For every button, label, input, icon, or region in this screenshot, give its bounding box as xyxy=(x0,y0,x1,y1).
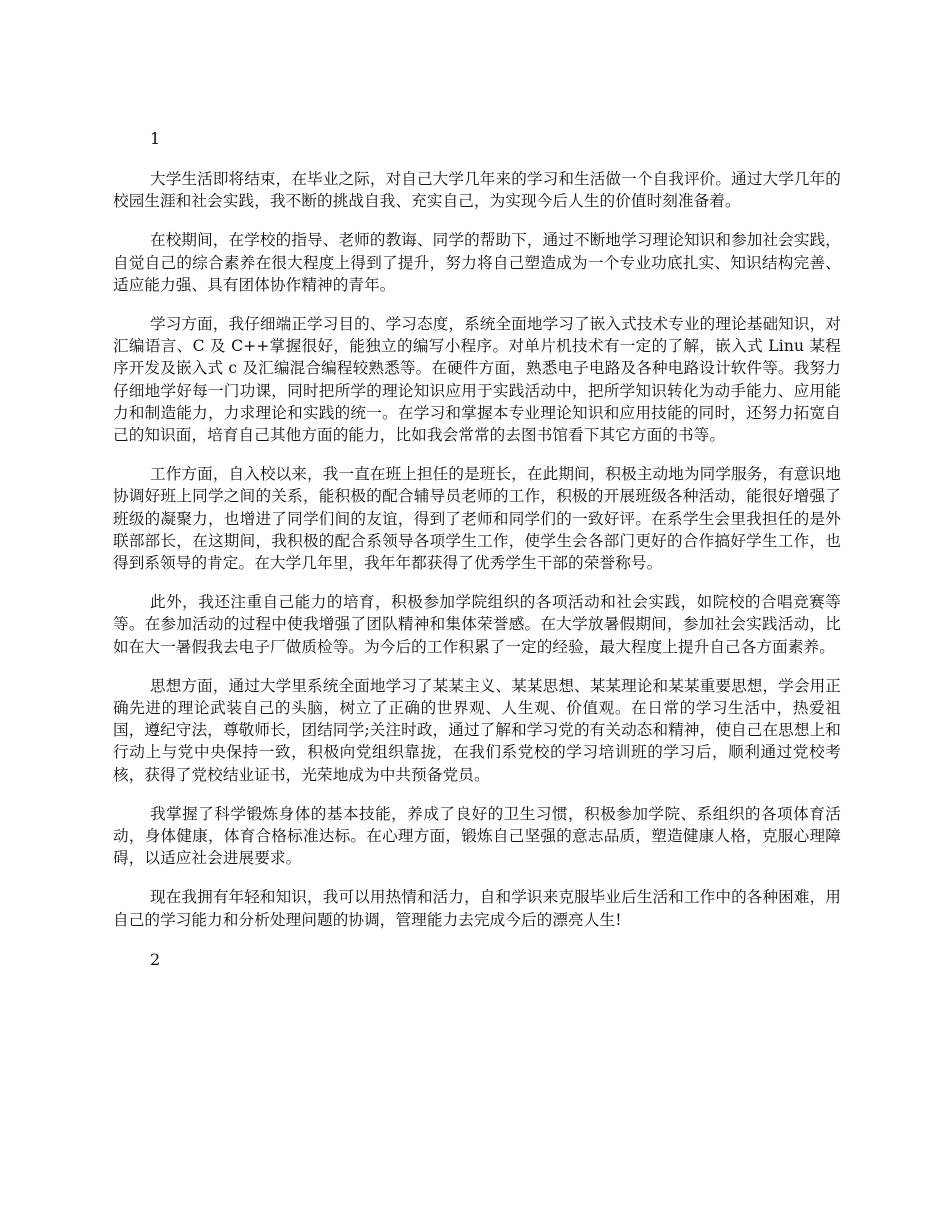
paragraph-school-period: 在校期间，在学校的指导、老师的教诲、同学的帮助下，通过不断地学习理论知识和参加社会实践，自觉自己的综合素养在很大程度上得到了提升，努力将自己塑造成为一个专业功底扎实、知识结构完善、适应能力强、具有团体协作精神的青年。 xyxy=(113,231,841,294)
paragraph-health: 我掌握了科学锻炼身体的基本技能，养成了良好的卫生习惯，积极参加学院、系组织的各项体育活动，身体健康，体育合格标准达标。在心理方面，锻炼自己坚强的意志品质，塑造健康人格，克服心理障碍，以适应社会进展要求。 xyxy=(113,804,841,868)
paragraph-intro: 大学生活即将结束，在毕业之际，对自己大学几年来的学习和生活做一个自我评价。通过大学几年的校园生涯和社会实践，我不断的挑战自我、充实自己，为实现今后人生的价值时刻准备着。 xyxy=(113,170,841,211)
paragraph-activities: 此外，我还注重自己能力的培育，积极参加学院组织的各项活动和社会实践，如院校的合唱竞赛等等。在参加活动的过程中使我增强了团队精神和集体荣誉感。在大学放暑假期间，参加社会实践活动，比如在大一暑假我去电子厂做质检等。为今后的工作积累了一定的经验，最大程度上提升自己各方面素养。 xyxy=(113,593,841,656)
paragraph-work: 工作方面，自入校以来，我一直在班上担任的是班长，在此期间，积极主动地为同学服务，有意识地协调好班上同学之间的关系，能积极的配合辅导员老师的工作，积极的开展班级各种活动，能很好增强了班级的凝聚力，也增进了同学们间的友谊，得到了老师和同学们的一致好评。在系学生会里我担任的是外联部部长，在这期间，我积极的配合系领导各项学生工作，使学生会各部门更好的合作搞好学生工作，也得到系领导的肯定。在大学几年里，我年年都获得了优秀学生干部的荣誉称号。 xyxy=(113,465,841,573)
page-number-bottom: 2 xyxy=(150,949,161,969)
paragraph-conclusion: 现在我拥有年轻和知识，我可以用热情和活力，自和学识来克服毕业后生活和工作中的各种困难，用自己的学习能力和分析处理问题的协调，管理能力去完成今后的漂亮人生! xyxy=(113,888,841,929)
document-page xyxy=(113,128,841,989)
paragraph-study: 学习方面，我仔细端正学习目的、学习态度，系统全面地学习了嵌入式技术专业的理论基础知识，对汇编语言、C 及 C++掌握很好，能独立的编写小程序。对单片机技术有一定的了解，嵌入式 Linu 某程序开发及嵌入式 c 及汇编混合编程较熟悉等。在硬件方面，熟悉电子电路及各种电路设计软件等。我努力仔细地学好每一门功课，同时把所学的理论知识应用于实践活动中，把所学知识转化为动手能力、应用能力和制造能力，力求理论和实践的统一。在学习和掌握本专业理论知识和应用技能的同时，还努力拓宽自己的知识面，培育自己其他方面的能力，比如我会常常的去图书馆看下其它方面的书等。 xyxy=(113,315,841,445)
paragraph-ideology: 思想方面，通过大学里系统全面地学习了某某主义、某某思想、某某理论和某某重要思想，学会用正确先进的理论武装自己的头脑，树立了正确的世界观、人生观、价值观。在日常的学习生活中，热爱祖国，遵纪守法，尊敬师长，团结同学;关注时政，通过了解和学习党的有关动态和精神，使自己在思想上和行动上与党中央保持一致，积极向党组织靠拢，在我们系党校的学习培训班的学习后，顺利通过党校考核，获得了党校结业证书，光荣地成为中共预备党员。 xyxy=(113,676,841,784)
page-number-top: 1 xyxy=(150,129,161,148)
